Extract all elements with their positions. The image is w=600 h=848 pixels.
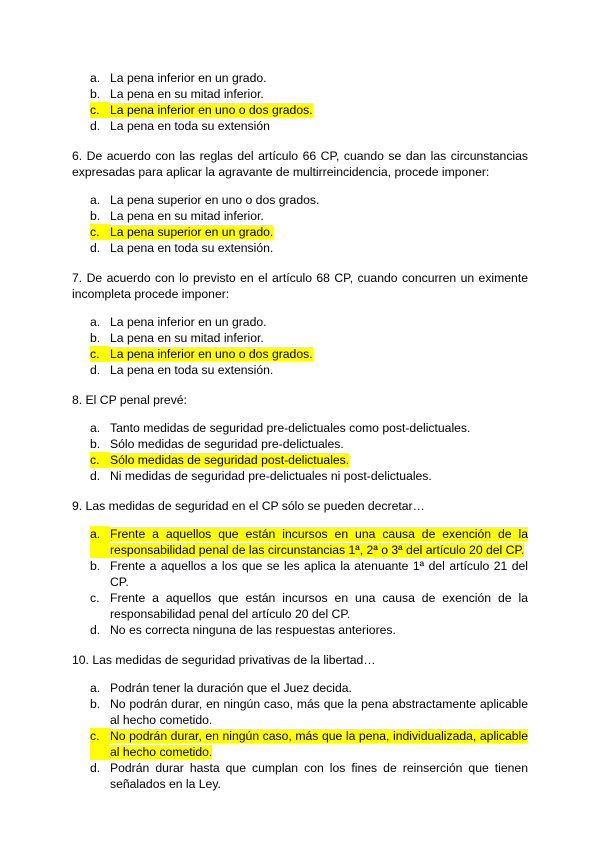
question-8: 8. El CP penal prevé: xyxy=(72,393,187,407)
option-letter: a. xyxy=(90,681,101,695)
option-letter: a. xyxy=(90,71,101,85)
option-list xyxy=(72,526,528,638)
option-text: Frente a aquellos a los que se les aplica la atenuante 1ª del artículo 21 del CP. xyxy=(110,559,528,589)
option-list xyxy=(72,680,528,792)
option-letter: b. xyxy=(90,437,101,451)
option-text: Frente a aquellos que están incursos en una causa de exención de la responsabilidad penal del artículo 20 del CP. xyxy=(110,591,528,621)
option-letter: b. xyxy=(90,209,101,223)
option-text: La pena en su mitad inferior. xyxy=(110,209,264,223)
option-letter-highlighted: a. xyxy=(90,526,110,558)
option-text: La pena en su mitad inferior. xyxy=(110,331,264,345)
option-text: La pena en su mitad inferior. xyxy=(110,87,264,101)
option-letter: d. xyxy=(90,241,101,255)
question-9: 9. Las medidas de seguridad en el CP sólo se pueden decretar… xyxy=(72,499,425,513)
option-d xyxy=(90,362,528,378)
option-text: Tanto medidas de seguridad pre-delictuales como post-delictuales. xyxy=(110,421,471,435)
option-text: Sólo medidas de seguridad pre-delictuales. xyxy=(110,437,344,451)
option-d xyxy=(90,118,528,134)
question-6: 6. De acuerdo con las reglas del artículo 66 CP, cuando se dan las circunstancias expresadas para aplicar la agravante de multirreincidencia, procede imponer: xyxy=(72,149,528,179)
option-b xyxy=(90,558,528,590)
option-letter: a. xyxy=(90,421,101,435)
option-c-correct xyxy=(90,346,528,362)
option-letter-highlighted: c. xyxy=(90,452,110,468)
option-letter: b. xyxy=(90,697,101,711)
option-text-highlighted: La pena inferior en uno o dos grados. xyxy=(110,103,313,117)
option-text: Podrán durar hasta que cumplan con los fines de reinserción que tienen señalados en la Ley. xyxy=(110,761,528,791)
option-text-highlighted: Sólo medidas de seguridad post-delictuales. xyxy=(110,453,350,467)
option-text: No es correcta ninguna de las respuestas anteriores. xyxy=(110,623,396,637)
question-7: 7. De acuerdo con lo previsto en el artículo 68 CP, cuando concurren un eximente incompleta procede imponer: xyxy=(72,271,528,301)
option-c-correct xyxy=(90,224,528,240)
option-a xyxy=(90,314,528,330)
option-letter-highlighted: c. xyxy=(90,224,110,240)
option-letter-highlighted: c. xyxy=(90,102,110,118)
option-list xyxy=(72,192,528,256)
option-text: La pena inferior en un grado. xyxy=(110,71,267,85)
option-text: Ni medidas de seguridad pre-delictuales ni post-delictuales. xyxy=(110,469,432,483)
option-text-highlighted: La pena inferior en uno o dos grados. xyxy=(110,347,313,361)
option-a xyxy=(90,420,528,436)
question-10: 10. Las medidas de seguridad privativas de la libertad… xyxy=(72,653,376,667)
option-text-highlighted: La pena superior en un grado. xyxy=(110,225,274,239)
option-d xyxy=(90,240,528,256)
option-c-correct xyxy=(90,728,528,760)
option-list xyxy=(72,70,528,134)
option-text: La pena inferior en un grado. xyxy=(110,315,267,329)
option-list xyxy=(72,314,528,378)
option-text: Podrán tener la duración que el Juez decida. xyxy=(110,681,352,695)
option-text: La pena superior en uno o dos grados. xyxy=(110,193,320,207)
option-b xyxy=(90,208,528,224)
option-a xyxy=(90,70,528,86)
option-a-correct xyxy=(90,526,528,558)
option-a xyxy=(90,680,528,696)
option-letter: d. xyxy=(90,623,101,637)
option-letter: a. xyxy=(90,315,101,329)
option-letter-highlighted: c. xyxy=(90,346,110,362)
option-letter: d. xyxy=(90,119,101,133)
option-b xyxy=(90,436,528,452)
option-letter: a. xyxy=(90,193,101,207)
option-text: La pena en toda su extensión. xyxy=(110,363,274,377)
option-letter: b. xyxy=(90,331,101,345)
option-letter: d. xyxy=(90,363,101,377)
option-d xyxy=(90,622,528,638)
option-text-highlighted: No podrán durar, en ningún caso, más que la pena, individualizada, aplicable al hecho cometido. xyxy=(110,729,528,759)
option-a xyxy=(90,192,528,208)
option-b xyxy=(90,696,528,728)
option-letter: d. xyxy=(90,761,101,775)
option-letter: b. xyxy=(90,87,101,101)
option-text-highlighted: Frente a aquellos que están incursos en una causa de exención de la responsabilidad penal de las circunstancias 1ª, 2ª o 3ª del artículo 20 del CP. xyxy=(110,527,528,557)
option-c xyxy=(90,590,528,622)
option-list xyxy=(72,420,528,484)
option-letter: b. xyxy=(90,559,101,573)
option-letter: d. xyxy=(90,469,101,483)
option-d xyxy=(90,760,528,792)
option-text: No podrán durar, en ningún caso, más que la pena abstractamente aplicable al hecho cometido. xyxy=(110,697,528,727)
option-text: La pena en toda su extensión. xyxy=(110,241,274,255)
option-c-correct xyxy=(90,102,528,118)
option-letter-highlighted: c. xyxy=(90,728,110,760)
option-b xyxy=(90,330,528,346)
option-d xyxy=(90,468,528,484)
option-b xyxy=(90,86,528,102)
option-letter: c. xyxy=(90,591,100,605)
option-c-correct xyxy=(90,452,528,468)
option-text: La pena en toda su extensión xyxy=(110,119,270,133)
